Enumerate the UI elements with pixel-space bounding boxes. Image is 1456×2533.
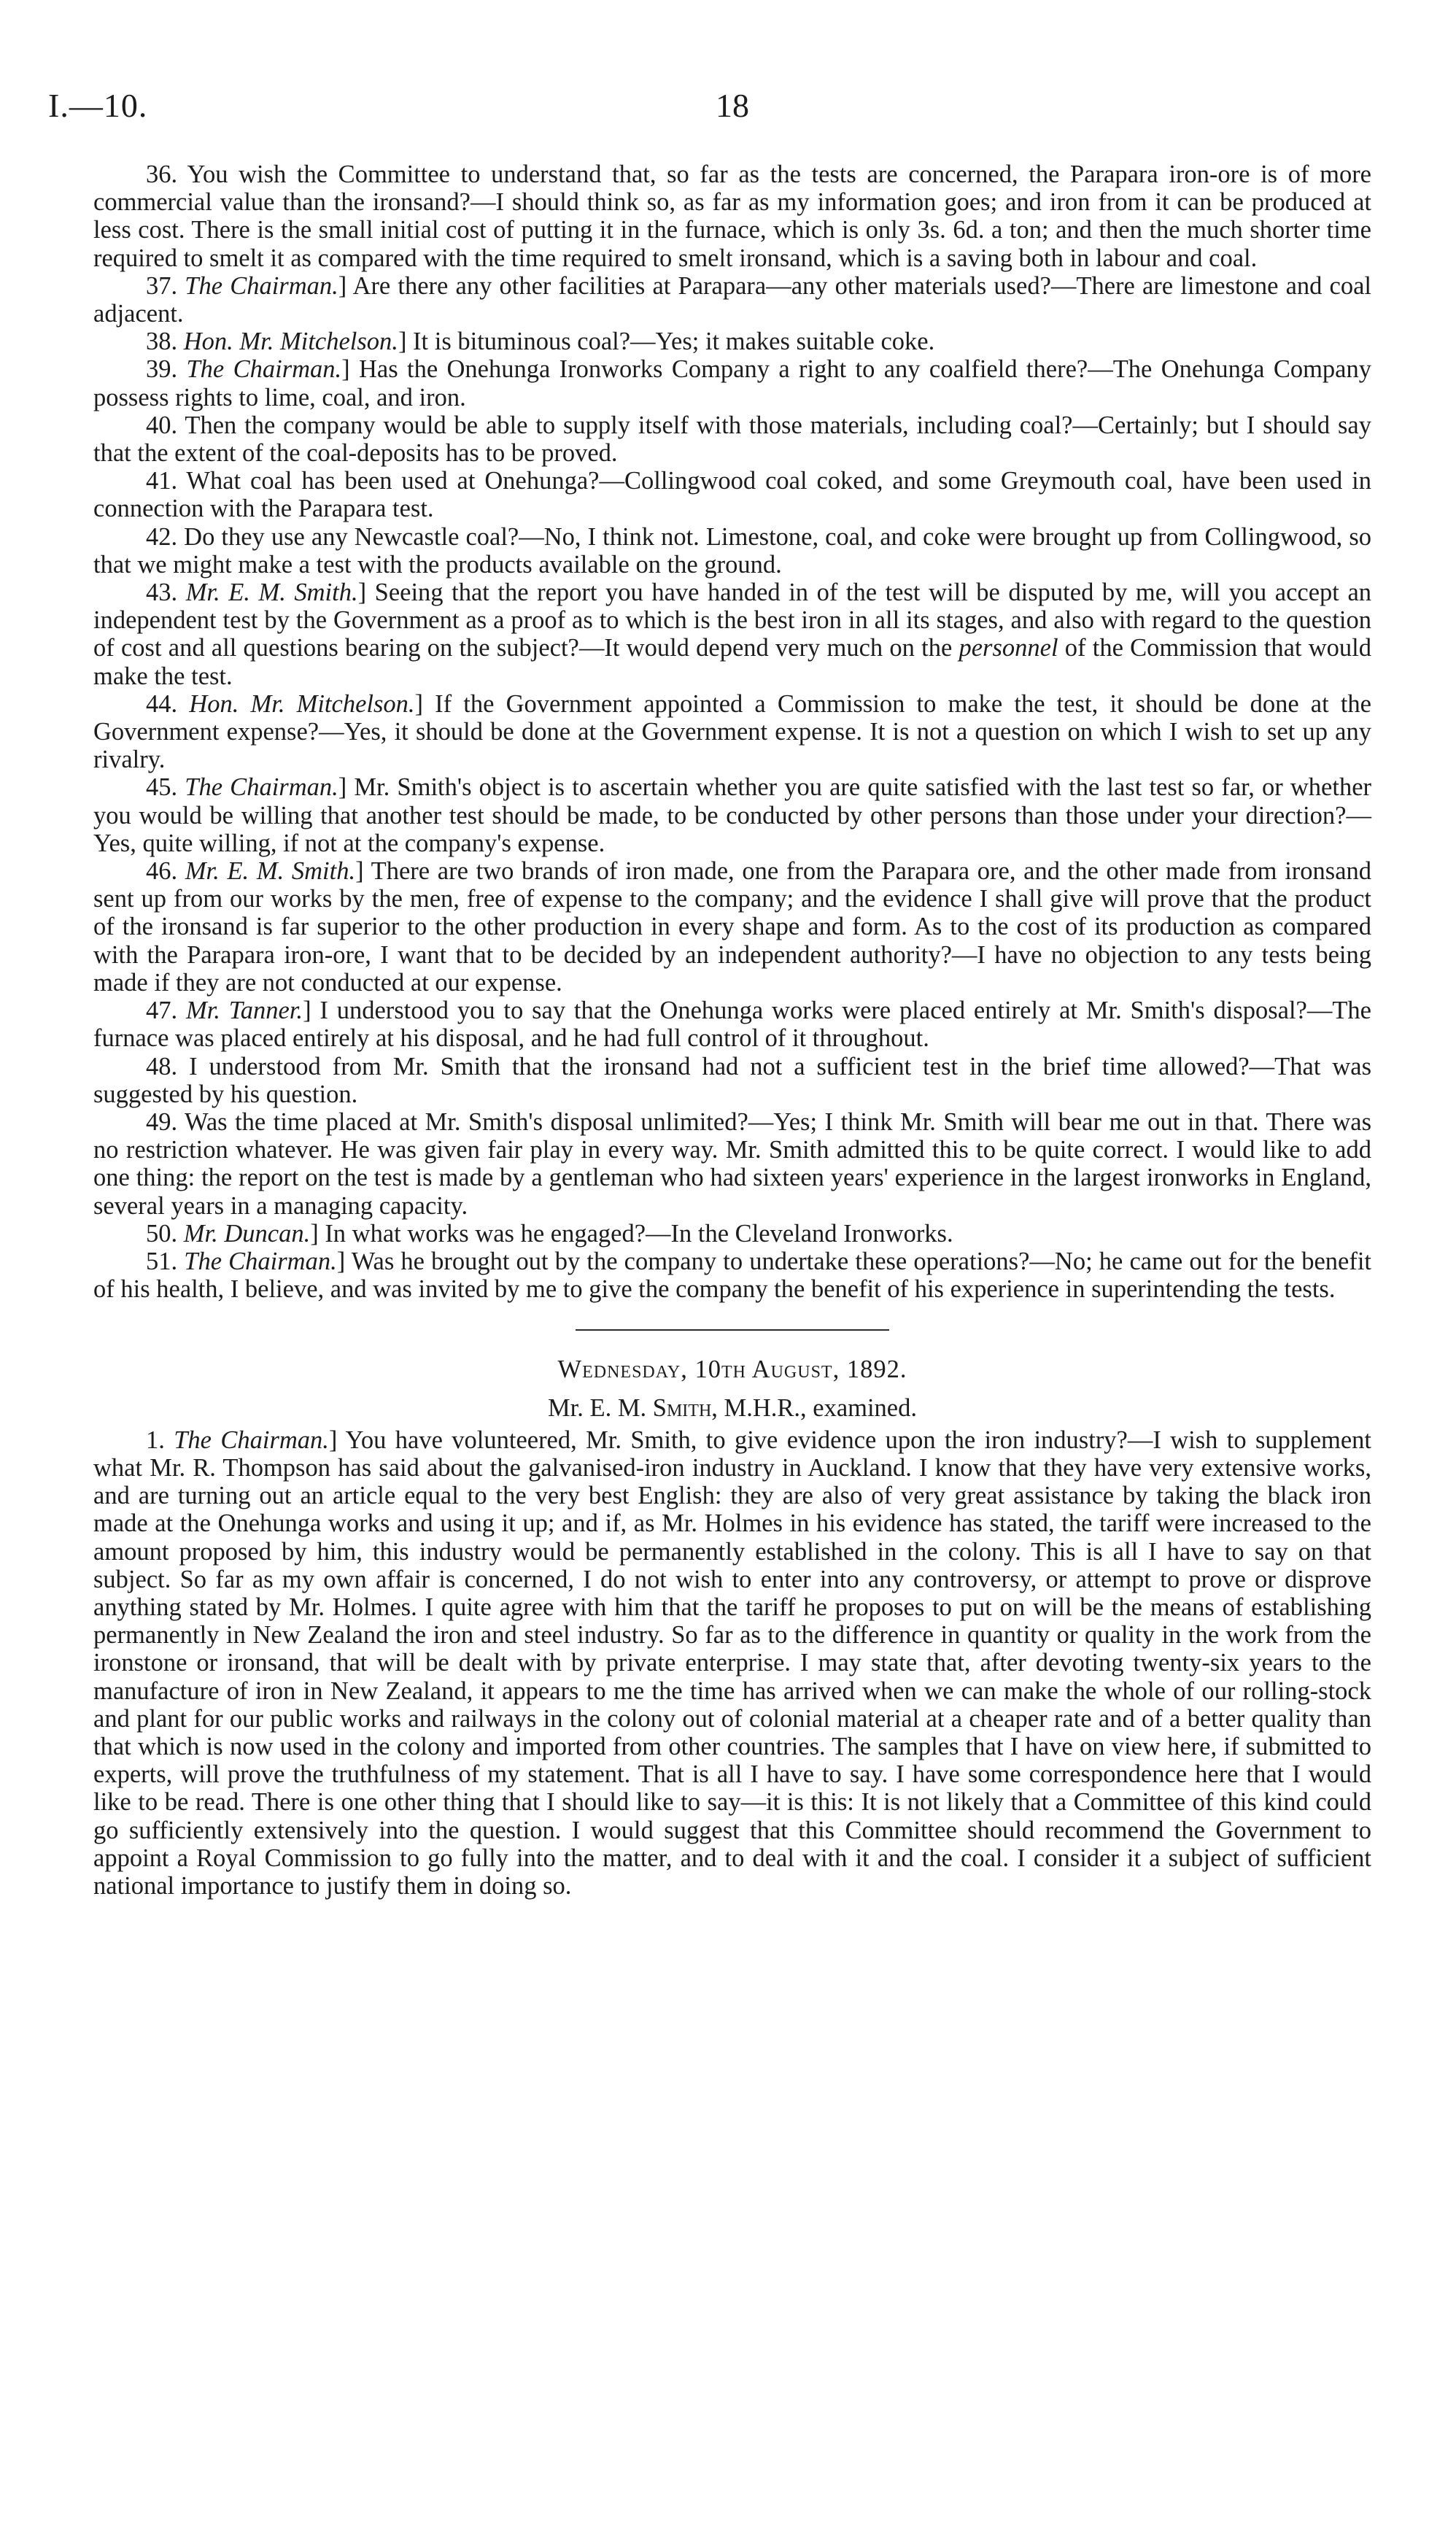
qa-paragraph-49: 49. Was the time placed at Mr. Smith's disposal unlimited?—Yes; I think Mr. Smith will bear me out in that. There was no restriction whatever. He was given fair play in every way. Mr. Smith admitted this to be quite correct. I would like to add one thing: the report on the test is made by a gentleman who had sixteen years' experience in the largest ironworks in England, several years in a managing capacity. [93, 1107, 1371, 1220]
qa-paragraph-51: 51. The Chairman.] Was he brought out by the company to undertake these operations?—No; he came out for the benefit of his health, I believe, and was invited by me to give the company the benefit of his experience in superintending the tests. [93, 1247, 1372, 1304]
witness-heading: Mr. E. M. Smith, M.H.R., examined. [548, 1393, 917, 1422]
document-reference: I.—10. [48, 87, 148, 124]
session-date-heading: Wednesday, 10th August, 1892. [557, 1356, 907, 1384]
qa-paragraph-39: 39. The Chairman.] Has the Onehunga Ironworks Company a right to any coalfield there?—The Onehunga Company possess rights to lime, coal, and iron. [93, 355, 1371, 411]
qa-paragraph-47: 47. Mr. Tanner.] I understood you to say that the Onehunga works were placed entirely at Mr. Smith's disposal?—The furnace was placed entirely at his disposal, and he had full control of it throughout. [93, 997, 1371, 1053]
speaker: Mr. Tanner. [185, 997, 303, 1025]
qa-paragraph-46: 46. Mr. E. M. Smith.] There are two brands of iron made, one from the Parapara ore, and the other made from ironsand sent up from our works by the men, free of expense to the company; and the evidence I shall give will prove that the product of the ironsand is far superior to the other production in every shape and form. As to the cost of its production as compared with the Parapara iron-ore, I want that to be decided by an independent authority?—I have no objection to any tests being made if they are not conducted at our expense. [93, 857, 1372, 997]
qa-paragraph-50: 50. Mr. Duncan.] In what works was he engaged?—In the Cleveland Ironworks. [146, 1219, 953, 1248]
witness-name: Smith [652, 1393, 712, 1422]
speaker: The Chairman. [184, 1247, 337, 1275]
section-divider [576, 1329, 889, 1331]
document-body [93, 161, 1371, 1900]
speaker: Mr. E. M. Smith. [185, 857, 356, 886]
speaker: Hon. Mr. Mitchelson. [183, 328, 398, 356]
speaker: The Chairman. [174, 1426, 329, 1454]
qa-paragraph-40: 40. Then the company would be able to supply itself with those materials, including coal?—Certainly; but I should say that the extent of the coal-deposits has to be proved. [93, 411, 1371, 468]
qa-paragraph-smith-1: 1. The Chairman.] You have volunteered, Mr. Smith, to give evidence upon the iron industry?—I wish to supplement what Mr. R. Thompson has said about the galvanised-iron industry in Auckland. I know that they have very extensive works, and are turning out an article equal to the very best English: they are also of very great assistance by taking the black iron made at the Onehunga works and using it up; and if, as Mr. Holmes in his evidence has stated, the tariff were increased to the amount proposed by him, this industry would be permanently established in the colony. This is all I have to say on that subject. So far as my own affair is concerned, I do not wish to enter into any controversy, or attempt to prove or disprove anything stated by Mr. Holmes. I quite agree with him that the tariff he proposes to put on will be the means of establishing permanently in New Zealand the iron and steel industry. So far as to the difference in quantity or quality in the work from the ironstone or ironsand, that will be dealt with by private enterprise. I may state that, after devoting twenty-six years to the manufacture of iron in New Zealand, it appears to me the time has arrived when we can make the whole of our rolling-stock and plant for our public works and railways in the colony out of colonial material at a cheaper rate and of a better quality than that which is now used in the colony and imported from other countries. The samples that I have on view here, if submitted to experts, will prove the truthfulness of my statement. That is all I have to say. I have some correspondence here that I would like to be read. There is one other thing that I should like to say—it is this: It is not likely that a Committee of this kind could go sufficiently extensively into the question. I would suggest that this Committee should recommend the Government to appoint a Royal Commission to go fully into the matter, and to deal with it and the coal. I consider it a subject of sufficient national importance to justify them in doing so. [93, 1426, 1372, 1900]
speaker: Hon. Mr. Mitchelson. [189, 689, 415, 718]
qa-paragraph-42: 42. Do they use any Newcastle coal?—No, I think not. Limestone, coal, and coke were brought up from Collingwood, so that we might make a test with the products available on the ground. [93, 522, 1371, 579]
page-number: 18 [716, 87, 749, 124]
speaker: The Chairman. [185, 773, 338, 802]
page-header [48, 86, 1376, 137]
qa-paragraph-44: 44. Hon. Mr. Mitchelson.] If the Government appointed a Commission to make the test, it should be done at the Government expense?—Yes, it should be done at the Government expense. It is not a question on which I wish to set up any rivalry. [93, 689, 1371, 774]
qa-paragraph-48: 48. I understood from Mr. Smith that the ironsand had not a sufficient test in the brief time allowed?—That was suggested by his question. [93, 1052, 1371, 1108]
qa-paragraph-38: 38. Hon. Mr. Mitchelson.] It is bituminous coal?—Yes; it makes suitable coke. [146, 328, 935, 356]
qa-paragraph-45: 45. The Chairman.] Mr. Smith's object is to ascertain whether you are quite satisfied with the last test so far, or whether you would be willing that another test should be made, to be conducted by other persons than those under your direction?—Yes, quite willing, if not at the company's expense. [93, 773, 1372, 857]
qa-paragraph-43: 43. Mr. E. M. Smith.] Seeing that the report you have handed in of the test will be disputed by me, will you accept an independent test by the Government as a proof as to which is the best iron in all its stages, and also with regard to the question of cost and all questions bearing on the subject?—It would depend very much on the personnel of the Commission that would make the test. [93, 579, 1372, 690]
qa-paragraph-41: 41. What coal has been used at Onehunga?—Collingwood coal coked, and some Greymouth coal, have been used in connection with the Parapara test. [93, 467, 1371, 523]
italic-term: personnel [959, 634, 1058, 662]
speaker: Mr. E. M. Smith. [185, 579, 358, 607]
speaker: Mr. Duncan. [183, 1219, 311, 1248]
qa-paragraph-36: 36. You wish the Committee to understand that, so far as the tests are concerned, the Parapara iron-ore is of more commercial value than the ironsand?—I should think so, as far as my information goes; and iron from it can be produced at less cost. There is the small initial cost of putting it in the furnace, which is only 3s. 6d. a ton; and then the much shorter time required to smelt it as compared with the time required to smelt ironsand, which is a saving both in labour and coal. [93, 161, 1371, 272]
speaker: The Chairman. [185, 271, 338, 300]
speaker: The Chairman. [186, 355, 342, 384]
qa-paragraph-37: 37. The Chairman.] Are there any other facilities at Parapara—any other materials used?—There are limestone and coal adjacent. [93, 271, 1372, 328]
